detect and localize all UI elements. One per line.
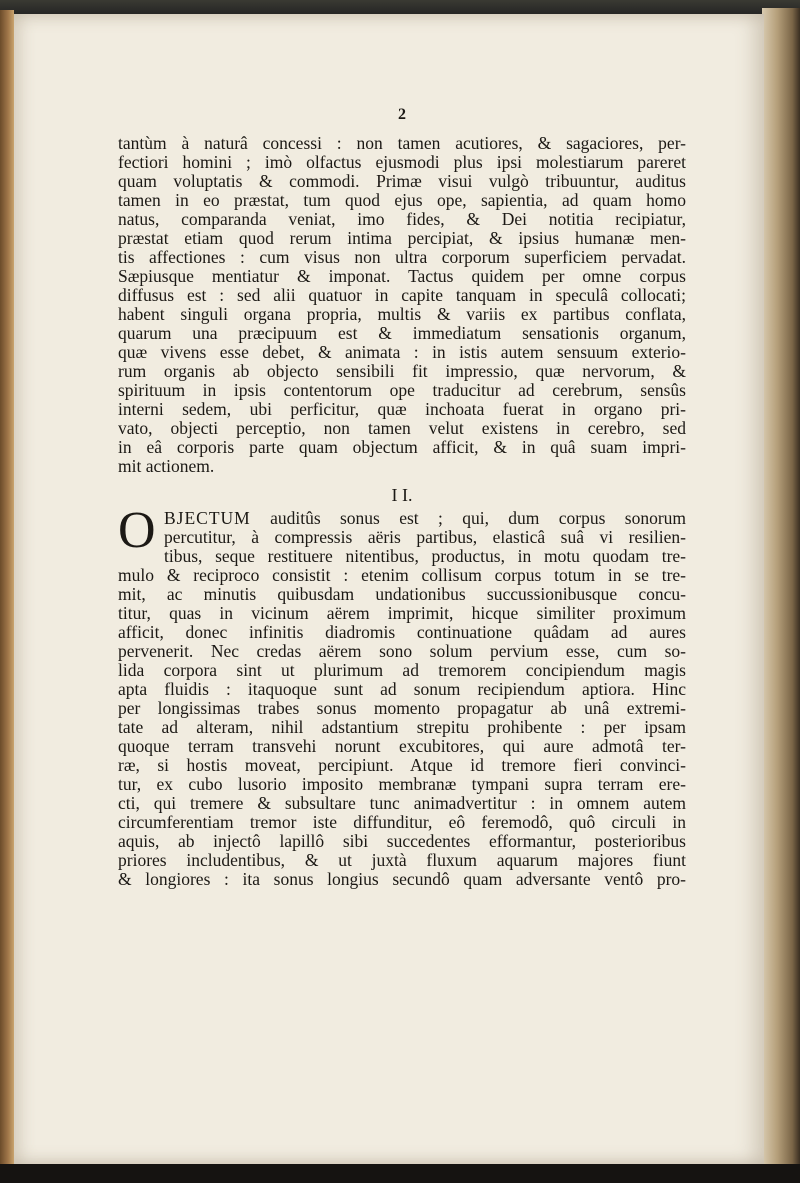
- text-line: per longissimas trabes sonus momento propagatur ab unâ extremi-: [118, 699, 686, 718]
- scanner-bottom-edge: [0, 1164, 800, 1183]
- text-line: & longiores : ita sonus longius secundô quam adversante ventô pro-: [118, 870, 686, 889]
- text-line: tamen in eo præstat, tum quod ejus ope, sapientia, ad quam homo: [118, 191, 686, 210]
- text-line: circumferentiam tremor iste diffunditur, eô feremodô, quô circuli in: [118, 813, 686, 832]
- text-line: titur, quas in vicinum aërem imprimit, hicque similiter proximum: [118, 604, 686, 623]
- text-line: mit, ac minutis quibusdam undationibus succussionibusque concu-: [118, 585, 686, 604]
- text-line: in eâ corporis parte quam objectum afficit, & in quâ suam impri-: [118, 438, 686, 457]
- paragraph-1: [118, 134, 686, 476]
- text-line: mulo & reciproco consistit : etenim collisum corpus totum in se tre-: [118, 566, 686, 585]
- text-line: spirituum in ipsis contentorum ope traducitur ad cerebrum, sensûs: [118, 381, 686, 400]
- text-line: afficit, donec infinitis diadromis continuatione quâdam ad aures: [118, 623, 686, 642]
- page-stack-edge: [762, 8, 800, 1183]
- text-line: ræ, si hostis moveat, percipiunt. Atque id tremore fieri convinci-: [118, 756, 686, 775]
- text-line: Sæpiusque mentiatur & imponat. Tactus quidem per omne corpus: [118, 267, 686, 286]
- text-line: præstat etiam quod rerum intima percipiat, & ipsius humanæ men-: [118, 229, 686, 248]
- text-line: mit actionem.: [118, 457, 215, 476]
- book-page: [14, 14, 764, 1164]
- text-line: percutitur, à compressis aëris partibus, elasticâ suâ vi resilien-: [164, 528, 686, 547]
- book-binding-edge: [0, 10, 14, 1173]
- text-line: priores includentibus, & ut juxtà fluxum aquarum majores fiunt: [118, 851, 686, 870]
- first-word: BJECTUM: [164, 509, 251, 528]
- text-block: [118, 106, 686, 889]
- text-line: interni sedem, ubi perficitur, quæ inchoata fuerat in organo pri-: [118, 400, 686, 419]
- paragraph-2: [118, 502, 686, 889]
- text-line: tis affectiones : cum visus non ultra corporum superficiem pervadat.: [118, 248, 686, 267]
- text-line: tibus, seque restituere nitentibus, productus, in motu quodam tre-: [164, 547, 686, 566]
- text-line: quam voluptatis & commodi. Primæ visui vulgò tribuuntur, auditus: [118, 172, 686, 191]
- paragraph-2-body: [118, 528, 686, 889]
- text-line: tantùm à naturâ concessi : non tamen acutiores, & sagaciores, per-: [118, 134, 686, 153]
- text-line: fectiori homini ; imò olfactus ejusmodi plus ipsi molestiarum pareret: [118, 153, 686, 172]
- text-line: lida corpora sint ut plurimum ad tremorem concipiendum magis: [118, 661, 686, 680]
- text-line: aquis, ab injectô lapillô sibi succedentes efformantur, posterioribus: [118, 832, 686, 851]
- text-line: apta fluidis : itaquoque sunt ad sonum recipiendum aptiora. Hinc: [118, 680, 686, 699]
- paragraph-2-line-1: [164, 509, 686, 528]
- text-line: quoque terram transvehi norunt excubitores, qui aure admotâ ter-: [118, 737, 686, 756]
- text-line: tate ad alteram, nihil adstantium strepitu prohibente : per ipsam: [118, 718, 686, 737]
- text-line: vato, objecti perceptio, non tamen velut existens in cerebro, sed: [118, 419, 686, 438]
- text-line: quæ vivens esse debet, & animata : in istis autem sensuum exterio-: [118, 343, 686, 362]
- text-line: pervenerit. Nec credas aërem sono solum pervium esse, cum so-: [118, 642, 686, 661]
- line-text: auditûs sonus est ; qui, dum corpus sonorum: [270, 509, 686, 528]
- drop-cap: O: [118, 502, 156, 559]
- page-number: 2: [398, 106, 406, 123]
- text-line: tur, ex cubo lusorio imposito membranæ tympani supra terram ere-: [118, 775, 686, 794]
- section-heading: I I.: [391, 485, 413, 505]
- text-line: habent singuli organa propria, multis & variis ex partibus conflata,: [118, 305, 686, 324]
- text-line: diffusus est : sed alii quatuor in capite tanquam in speculâ collocati;: [118, 286, 686, 305]
- text-line: cti, qui tremere & subsultare tunc animadvertitur : in omnem autem: [118, 794, 686, 813]
- text-line: rum organis ab objecto sensibili fit impressio, quæ nervorum, &: [118, 362, 686, 381]
- text-line: quarum una præcipuum est & immediatum sensationis organum,: [118, 324, 686, 343]
- text-line: natus, comparanda veniat, imo fides, & Dei notitia recipiatur,: [118, 210, 686, 229]
